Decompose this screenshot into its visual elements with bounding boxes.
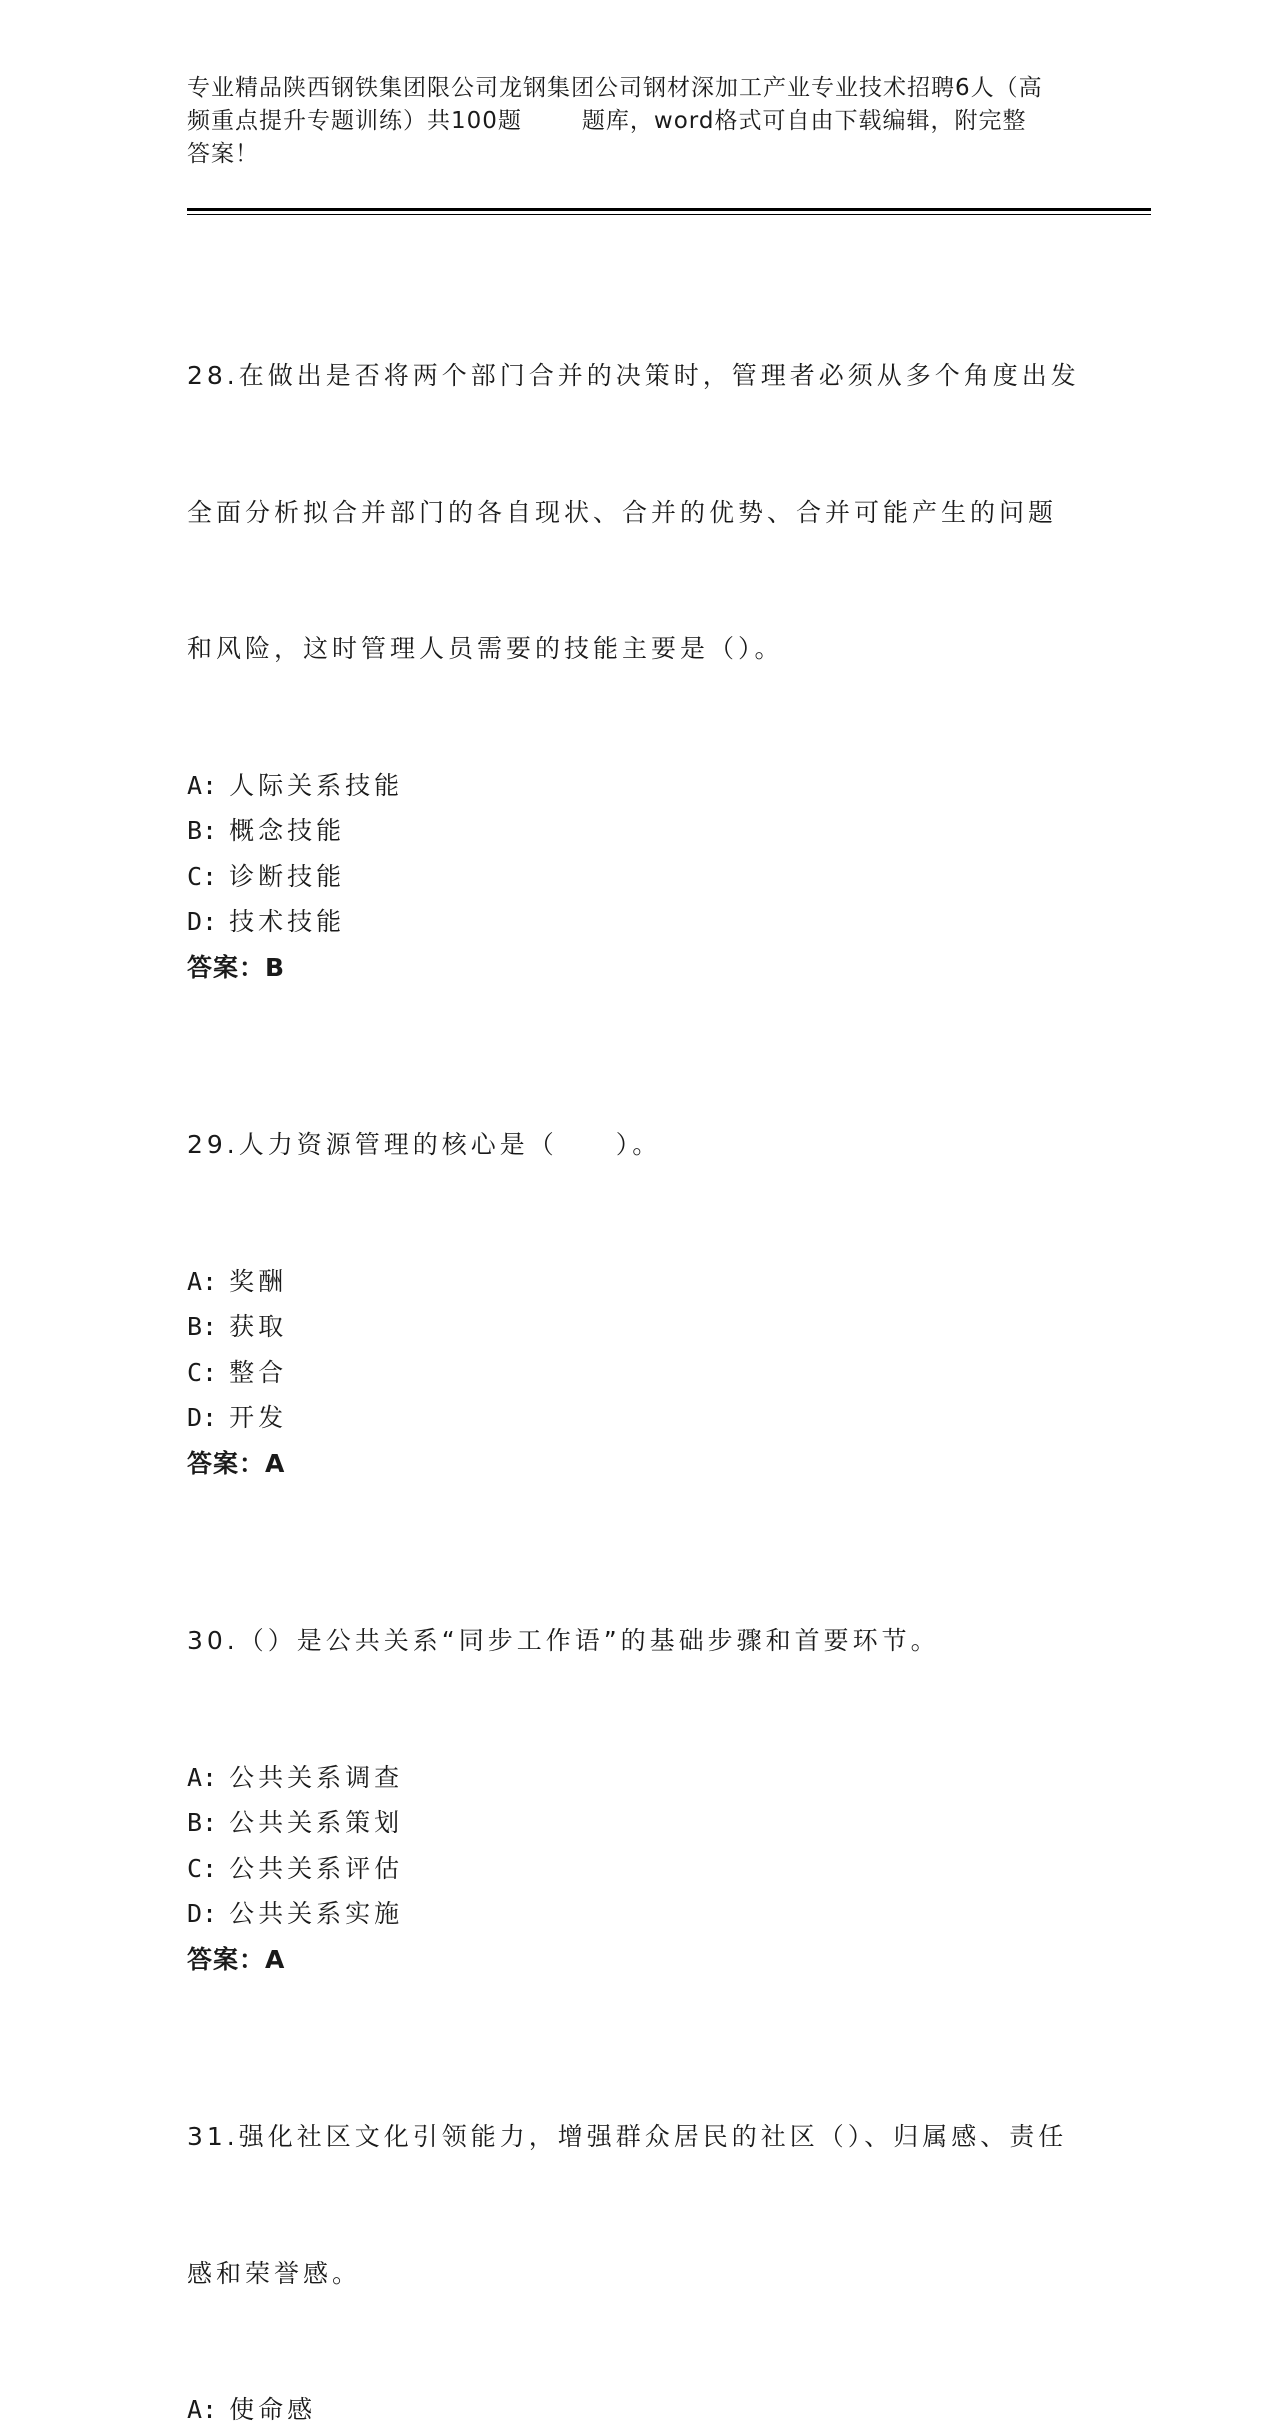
option-b: [187, 808, 1127, 854]
answer-label: 答案：A: [187, 1944, 286, 1974]
header-rule-thick: [187, 208, 1151, 211]
option-key: A:: [187, 1266, 218, 1296]
option-text: 奖酬: [229, 1266, 288, 1296]
option-key: D:: [187, 1403, 218, 1432]
option-key: A:: [187, 770, 218, 800]
question-text: [187, 262, 1127, 763]
option-text: 公共关系策划: [229, 1808, 404, 1837]
answer-label: 答案：B: [187, 952, 286, 982]
header-line-1: 专业精品陕西钢铁集团限公司龙钢集团公司钢材深加工产业专业技术招聘6人（高: [187, 75, 1043, 101]
option-key: D:: [187, 1899, 218, 1928]
option-a: [187, 1259, 1127, 1305]
option-key: B:: [187, 1312, 218, 1341]
header-line-3: 答案！: [187, 141, 259, 167]
option-c: [187, 1846, 1127, 1892]
option-text: 公共关系实施: [229, 1899, 404, 1928]
answer-label: 答案：A: [187, 1448, 286, 1478]
option-text: 公共关系评估: [229, 1853, 404, 1883]
header-rule-thin: [187, 214, 1151, 215]
question-text-line: 30.（）是公共关系“同步工作语”的基础步骤和首要环节。: [187, 1626, 940, 1655]
question-text: [187, 1527, 1127, 1755]
header-line-2: [187, 105, 1087, 138]
option-text: 概念技能: [229, 816, 346, 845]
option-text: 诊断技能: [229, 861, 346, 891]
option-text: 人际关系技能: [229, 770, 404, 800]
header-line-2a: 频重点提升专题训练）共100题: [187, 108, 522, 134]
option-d: [187, 1891, 1127, 1937]
option-key: D:: [187, 907, 218, 936]
question-31: [187, 2023, 1127, 2433]
question-29: [187, 1031, 1127, 1486]
option-c: [187, 1350, 1127, 1396]
question-text-line: 29.人力资源管理的核心是（ ）。: [187, 1130, 662, 1159]
question-list: [187, 262, 1127, 2433]
option-key: B:: [187, 816, 218, 845]
option-key: B:: [187, 1808, 218, 1837]
option-text: 公共关系调查: [229, 1762, 404, 1792]
option-d: [187, 1395, 1127, 1441]
option-text: 开发: [229, 1403, 288, 1432]
option-d: [187, 899, 1127, 945]
option-c: [187, 854, 1127, 900]
option-key: C:: [187, 1357, 218, 1387]
question-text-line: 31.强化社区文化引领能力，增强群众居民的社区（）、归属感、责任: [187, 2122, 1068, 2151]
question-30: [187, 1527, 1127, 1982]
question-text-line: 感和荣誉感。: [187, 2258, 362, 2288]
question-28: [187, 262, 1127, 990]
option-text: 技术技能: [229, 907, 346, 936]
question-text-line: 28.在做出是否将两个部门合并的决策时，管理者必须从多个角度出发: [187, 361, 1080, 390]
option-b: [187, 1304, 1127, 1350]
question-text: [187, 1031, 1127, 1259]
question-text-line: 全面分析拟合并部门的各自现状、合并的优势、合并可能产生的问题: [187, 497, 1058, 527]
header-line-2b: 题库，word格式可自由下载编辑，附完整: [581, 108, 1027, 134]
option-b: [187, 1800, 1127, 1846]
option-key: A:: [187, 2395, 218, 2424]
option-text: 获取: [229, 1312, 288, 1341]
option-text: 整合: [229, 1357, 288, 1387]
option-a: [187, 2387, 1127, 2433]
option-text: 使命感: [229, 2395, 317, 2424]
option-key: C:: [187, 861, 218, 891]
option-a: [187, 763, 1127, 809]
option-a: [187, 1755, 1127, 1801]
option-key: C:: [187, 1853, 218, 1883]
option-key: A:: [187, 1762, 218, 1792]
question-text-line: 和风险，这时管理人员需要的技能主要是（）。: [187, 634, 784, 663]
document-header: [187, 72, 1087, 171]
question-text: [187, 2023, 1127, 2387]
